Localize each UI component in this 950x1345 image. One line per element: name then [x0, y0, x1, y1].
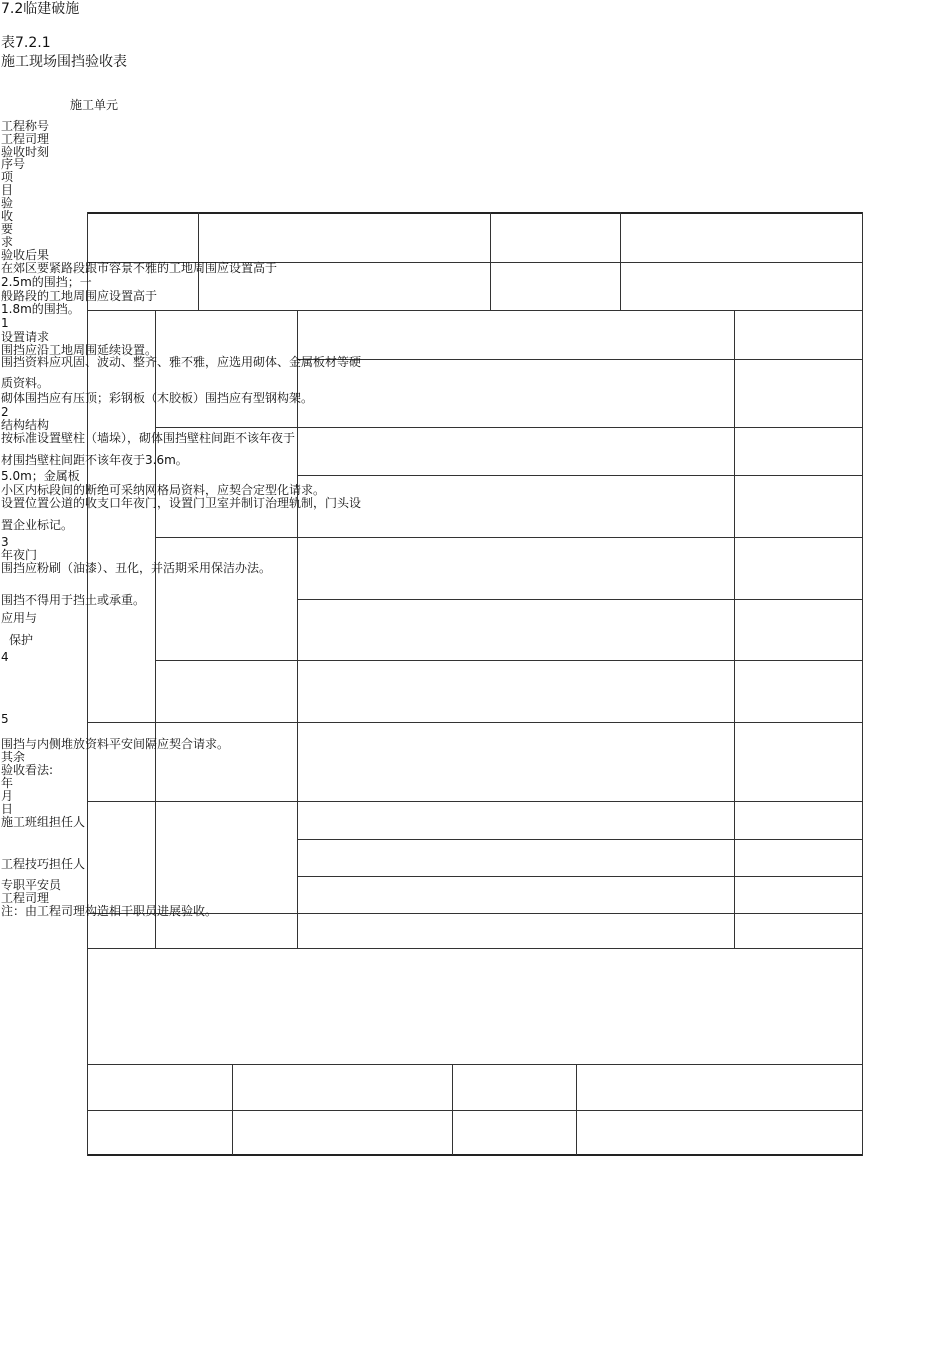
requirement-text: 围挡应沿工地周围延续设置。 — [1, 343, 158, 357]
table-rule — [87, 948, 863, 949]
safety-officer-label: 专职平安员 — [1, 878, 62, 892]
seq-header: 序号 — [1, 157, 26, 171]
requirement-text: 质资料。 — [1, 376, 50, 390]
table-rule — [297, 359, 863, 360]
table-rule — [297, 876, 863, 877]
item-name: 保护 — [9, 633, 34, 647]
item-header-char: 目 — [1, 183, 14, 197]
table-col-rule — [297, 310, 298, 948]
table-rule — [297, 599, 863, 600]
table-col-rule — [155, 310, 156, 948]
opinion-label: 验收看法: — [1, 763, 54, 777]
footnote: 注：由工程司理构造相干职员进展验收。 — [1, 904, 218, 918]
table-rule — [297, 475, 863, 476]
table-col-rule — [734, 310, 735, 948]
date-day: 日 — [1, 802, 14, 816]
table-title: 施工现场围挡验收表 — [1, 54, 127, 70]
requirement-text: 2.5m的围挡；一 — [1, 275, 92, 289]
table-rule — [155, 660, 863, 661]
table-rule — [155, 537, 863, 538]
section-title: 7.2临建破施 — [1, 1, 80, 17]
requirement-text: 1.8m的围挡。 — [1, 302, 80, 316]
requirement-text: 围挡与内侧堆放资料平安间隔应契合请求。 — [1, 737, 230, 751]
item-name: 其余 — [1, 750, 26, 764]
table-rule — [87, 310, 863, 311]
table-rule — [87, 1110, 863, 1111]
requirement-text: 5.0m；金属板 — [1, 469, 80, 483]
table-rule — [155, 427, 863, 428]
accept-time-label: 验收时刻 — [1, 145, 50, 159]
table-rule — [87, 722, 863, 723]
requirement-text: 设置位置公道的收支口年夜门，设置门卫室并制订治理轨制，门头设 — [1, 496, 362, 510]
result-header: 验收后果 — [1, 248, 50, 262]
item-name: 年夜门 — [1, 548, 38, 562]
table-col-rule — [576, 1064, 577, 1155]
table-right-border — [862, 212, 863, 1156]
table-rule — [297, 839, 863, 840]
project-manager-sign-label: 工程司理 — [1, 891, 50, 905]
table-top-border — [87, 212, 863, 214]
requirement-text: 围挡应粉刷（油漆）、丑化，并活期采用保洁办法。 — [1, 561, 272, 575]
project-name-label: 工程称号 — [1, 119, 50, 133]
project-manager-label: 工程司理 — [1, 132, 50, 146]
req-header-char: 求 — [1, 235, 14, 249]
row-number: 3 — [1, 535, 9, 549]
item-name: 设置请求 — [1, 330, 50, 344]
row-number: 2 — [1, 405, 9, 419]
row-number: 5 — [1, 712, 9, 726]
team-leader-label: 施工班组担任人 — [1, 815, 86, 829]
row-number: 1 — [1, 316, 9, 330]
table-rule — [87, 1064, 863, 1065]
table-number: 表7.2.1 — [1, 35, 51, 51]
req-header-char: 收 — [1, 209, 14, 223]
table-col-rule — [232, 1064, 233, 1155]
requirement-text: 围挡资料应巩固、波动、整齐、雅不雅，应选用砌体、金属板材等硬 — [1, 355, 362, 369]
item-name: 应用与 — [1, 611, 38, 625]
requirement-text: 般路段的工地周围应设置高于 — [1, 289, 158, 303]
item-header-char: 项 — [1, 170, 14, 184]
table-col-rule — [452, 1064, 453, 1155]
tech-leader-label: 工程技巧担任人 — [1, 857, 86, 871]
req-header-char: 要 — [1, 222, 14, 236]
table-bottom-border — [87, 1154, 863, 1156]
requirement-text: 小区内标段间的断绝可采纳网格局资料，应契合定型化请求。 — [1, 483, 326, 497]
item-name: 结构结构 — [1, 418, 50, 432]
requirement-text: 砌体围挡应有压顶；彩钢板（木胶板）围挡应有型钢构架。 — [1, 391, 314, 405]
table-col-rule — [620, 212, 621, 310]
requirement-text: 置企业标记。 — [1, 518, 74, 532]
req-header-char: 验 — [1, 196, 14, 210]
date-year: 年 — [1, 776, 14, 790]
requirement-text: 在郊区要紧路段跟市容景不雅的工地周围应设置高于 — [1, 261, 278, 275]
requirement-text: 围挡不得用于挡土或承重。 — [1, 593, 146, 607]
requirement-text: 按标准设置壁柱（墙垛），砌体围挡壁柱间距不该年夜于 — [1, 431, 296, 445]
row-number: 4 — [1, 650, 9, 664]
table-col-rule — [490, 212, 491, 310]
requirement-text: 材围挡壁柱间距不该年夜于3.6m。 — [1, 453, 188, 467]
date-month: 月 — [1, 789, 14, 803]
table-rule — [87, 801, 863, 802]
unit-label: 施工单元 — [70, 98, 119, 112]
